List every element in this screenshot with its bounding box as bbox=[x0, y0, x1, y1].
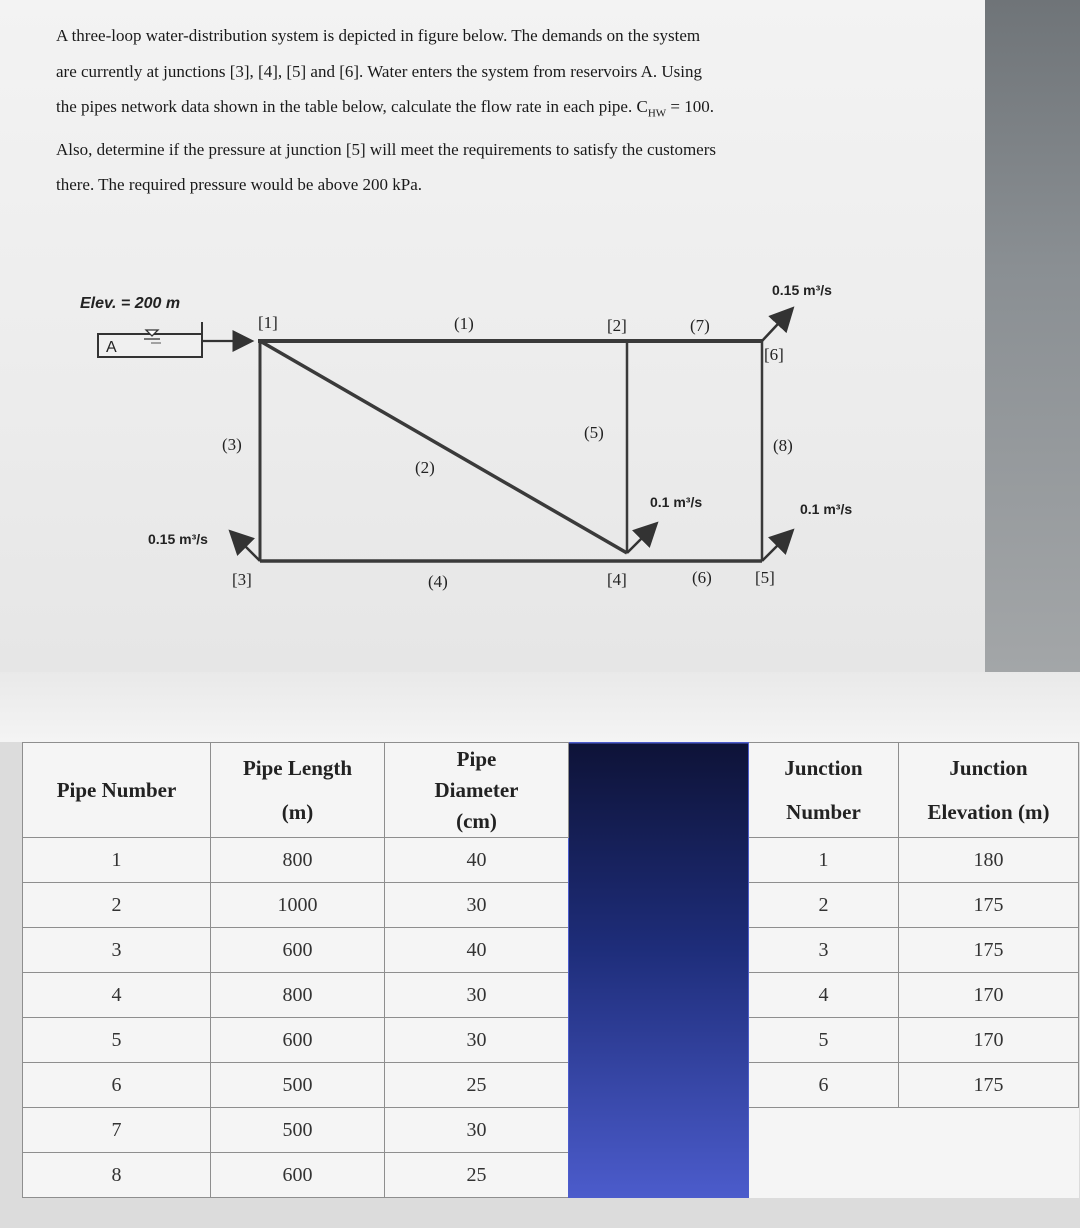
table-row bbox=[23, 838, 1079, 883]
pipe-data-table bbox=[22, 742, 1079, 1198]
junction-number-cell: 1 bbox=[749, 838, 899, 883]
problem-line bbox=[56, 89, 871, 132]
demand-label-5: 0.1 m³/s bbox=[800, 501, 853, 517]
pipe-diameter-header: Pipe Diameter (cm) bbox=[385, 743, 569, 838]
pipe-number-cell: 5 bbox=[23, 1018, 211, 1063]
junction-label-1: [1] bbox=[258, 313, 278, 332]
problem-line-text: the pipes network data shown in the table below, calculate the flow rate in each pipe. C bbox=[56, 97, 648, 116]
pipe-number-cell: 3 bbox=[23, 928, 211, 973]
pipe-diameter-cell: 40 bbox=[385, 928, 569, 973]
pipe-number-cell: 7 bbox=[23, 1108, 211, 1153]
problem-line: Also, determine if the pressure at junction [5] will meet the requirements to satisfy the customers bbox=[56, 139, 716, 159]
pipe-number-cell: 2 bbox=[23, 883, 211, 928]
demand-label-6: 0.15 m³/s bbox=[772, 282, 832, 298]
pipe-diameter-cell: 30 bbox=[385, 973, 569, 1018]
pipe-length-cell: 600 bbox=[211, 1153, 385, 1198]
background-edge bbox=[985, 0, 1080, 672]
pipe-number-header: Pipe Number bbox=[23, 743, 211, 838]
reservoir-label: A bbox=[106, 339, 117, 356]
junction-elevation-cell: 175 bbox=[899, 883, 1079, 928]
demand-label-3: 0.15 m³/s bbox=[148, 531, 208, 547]
junction-elevation-cell: 180 bbox=[899, 838, 1079, 883]
demand-label-4: 0.1 m³/s bbox=[650, 494, 703, 510]
junction-number-cell: 2 bbox=[749, 883, 899, 928]
empty-cell bbox=[749, 1153, 1079, 1198]
junction-elevation-cell: 175 bbox=[899, 928, 1079, 973]
pipe-label-2: (2) bbox=[415, 458, 435, 477]
pipe-diameter-cell: 30 bbox=[385, 1018, 569, 1063]
table-row bbox=[23, 973, 1079, 1018]
junction-elevation-cell: 170 bbox=[899, 1018, 1079, 1063]
pipe-label-8: (8) bbox=[773, 436, 793, 455]
table-row bbox=[23, 928, 1079, 973]
pipe-number-cell: 8 bbox=[23, 1153, 211, 1198]
pipe-diameter-cell: 30 bbox=[385, 1108, 569, 1153]
demand-arrow-6 bbox=[762, 310, 791, 341]
chw-subscript: HW bbox=[647, 107, 667, 120]
junction-label-3: [3] bbox=[232, 570, 252, 589]
junction-number-cell: 6 bbox=[749, 1063, 899, 1108]
pipe-label-5: (5) bbox=[584, 423, 604, 442]
pipe-diameter-cell: 30 bbox=[385, 883, 569, 928]
junction-number-header: Junction Number bbox=[749, 743, 899, 838]
junction-label-4: [4] bbox=[607, 570, 627, 589]
pipe-label-3: (3) bbox=[222, 435, 242, 454]
pipe-length-cell: 800 bbox=[211, 973, 385, 1018]
pipe-diameter-cell: 40 bbox=[385, 838, 569, 883]
junction-number-cell: 5 bbox=[749, 1018, 899, 1063]
problem-line: there. The required pressure would be above 200 kPa. bbox=[56, 175, 423, 195]
redacted-column bbox=[569, 743, 749, 1198]
problem-statement bbox=[56, 18, 871, 203]
junction-label-2: [2] bbox=[607, 316, 627, 335]
pipe-label-7: (7) bbox=[690, 316, 710, 335]
junction-elevation-cell: 170 bbox=[899, 973, 1079, 1018]
junction-number-cell: 3 bbox=[749, 928, 899, 973]
table-row bbox=[23, 1063, 1079, 1108]
pipe-2 bbox=[260, 341, 627, 553]
table-row bbox=[23, 883, 1079, 928]
pipe-diameter-cell: 25 bbox=[385, 1153, 569, 1198]
pipe-number-cell: 1 bbox=[23, 838, 211, 883]
junction-elevation-header: Junction Elevation (m) bbox=[899, 743, 1079, 838]
pipe-length-cell: 600 bbox=[211, 1018, 385, 1063]
pipe-diameter-cell: 25 bbox=[385, 1063, 569, 1108]
table-row bbox=[23, 1018, 1079, 1063]
table-row bbox=[23, 1153, 1079, 1198]
demand-arrow-4 bbox=[627, 525, 655, 553]
table-header-row bbox=[23, 743, 1079, 838]
pipe-label-4: (4) bbox=[428, 572, 448, 591]
demand-arrow-3 bbox=[232, 533, 260, 561]
junction-elevation-cell: 175 bbox=[899, 1063, 1079, 1108]
pipe-number-cell: 6 bbox=[23, 1063, 211, 1108]
pipe-length-cell: 1000 bbox=[211, 883, 385, 928]
problem-line: A three-loop water-distribution system is depicted in figure below. The demands on the system bbox=[56, 26, 701, 45]
pipe-length-cell: 500 bbox=[211, 1063, 385, 1108]
demand-arrow-5 bbox=[762, 532, 791, 561]
pipe-length-cell: 600 bbox=[211, 928, 385, 973]
page-gap bbox=[0, 672, 1080, 742]
junction-number-cell: 4 bbox=[749, 973, 899, 1018]
pipe-length-header: Pipe Length (m) bbox=[211, 743, 385, 838]
pipe-label-1: (1) bbox=[454, 314, 474, 333]
pipe-number-cell: 4 bbox=[23, 973, 211, 1018]
pipe-network-diagram bbox=[0, 260, 985, 660]
chw-value: = 100. bbox=[666, 97, 714, 116]
reservoir-elevation: Elev. = 200 m bbox=[80, 295, 181, 312]
pipe-length-cell: 800 bbox=[211, 838, 385, 883]
pipe-length-cell: 500 bbox=[211, 1108, 385, 1153]
junction-label-5: [5] bbox=[755, 568, 775, 587]
table-row bbox=[23, 1108, 1079, 1153]
junction-label-6: [6] bbox=[764, 345, 784, 364]
empty-cell bbox=[749, 1108, 1079, 1153]
problem-line: are currently at junctions [3], [4], [5] and [6]. Water enters the system from reservoirs A. Using bbox=[56, 61, 703, 81]
pipe-label-6: (6) bbox=[692, 568, 712, 587]
